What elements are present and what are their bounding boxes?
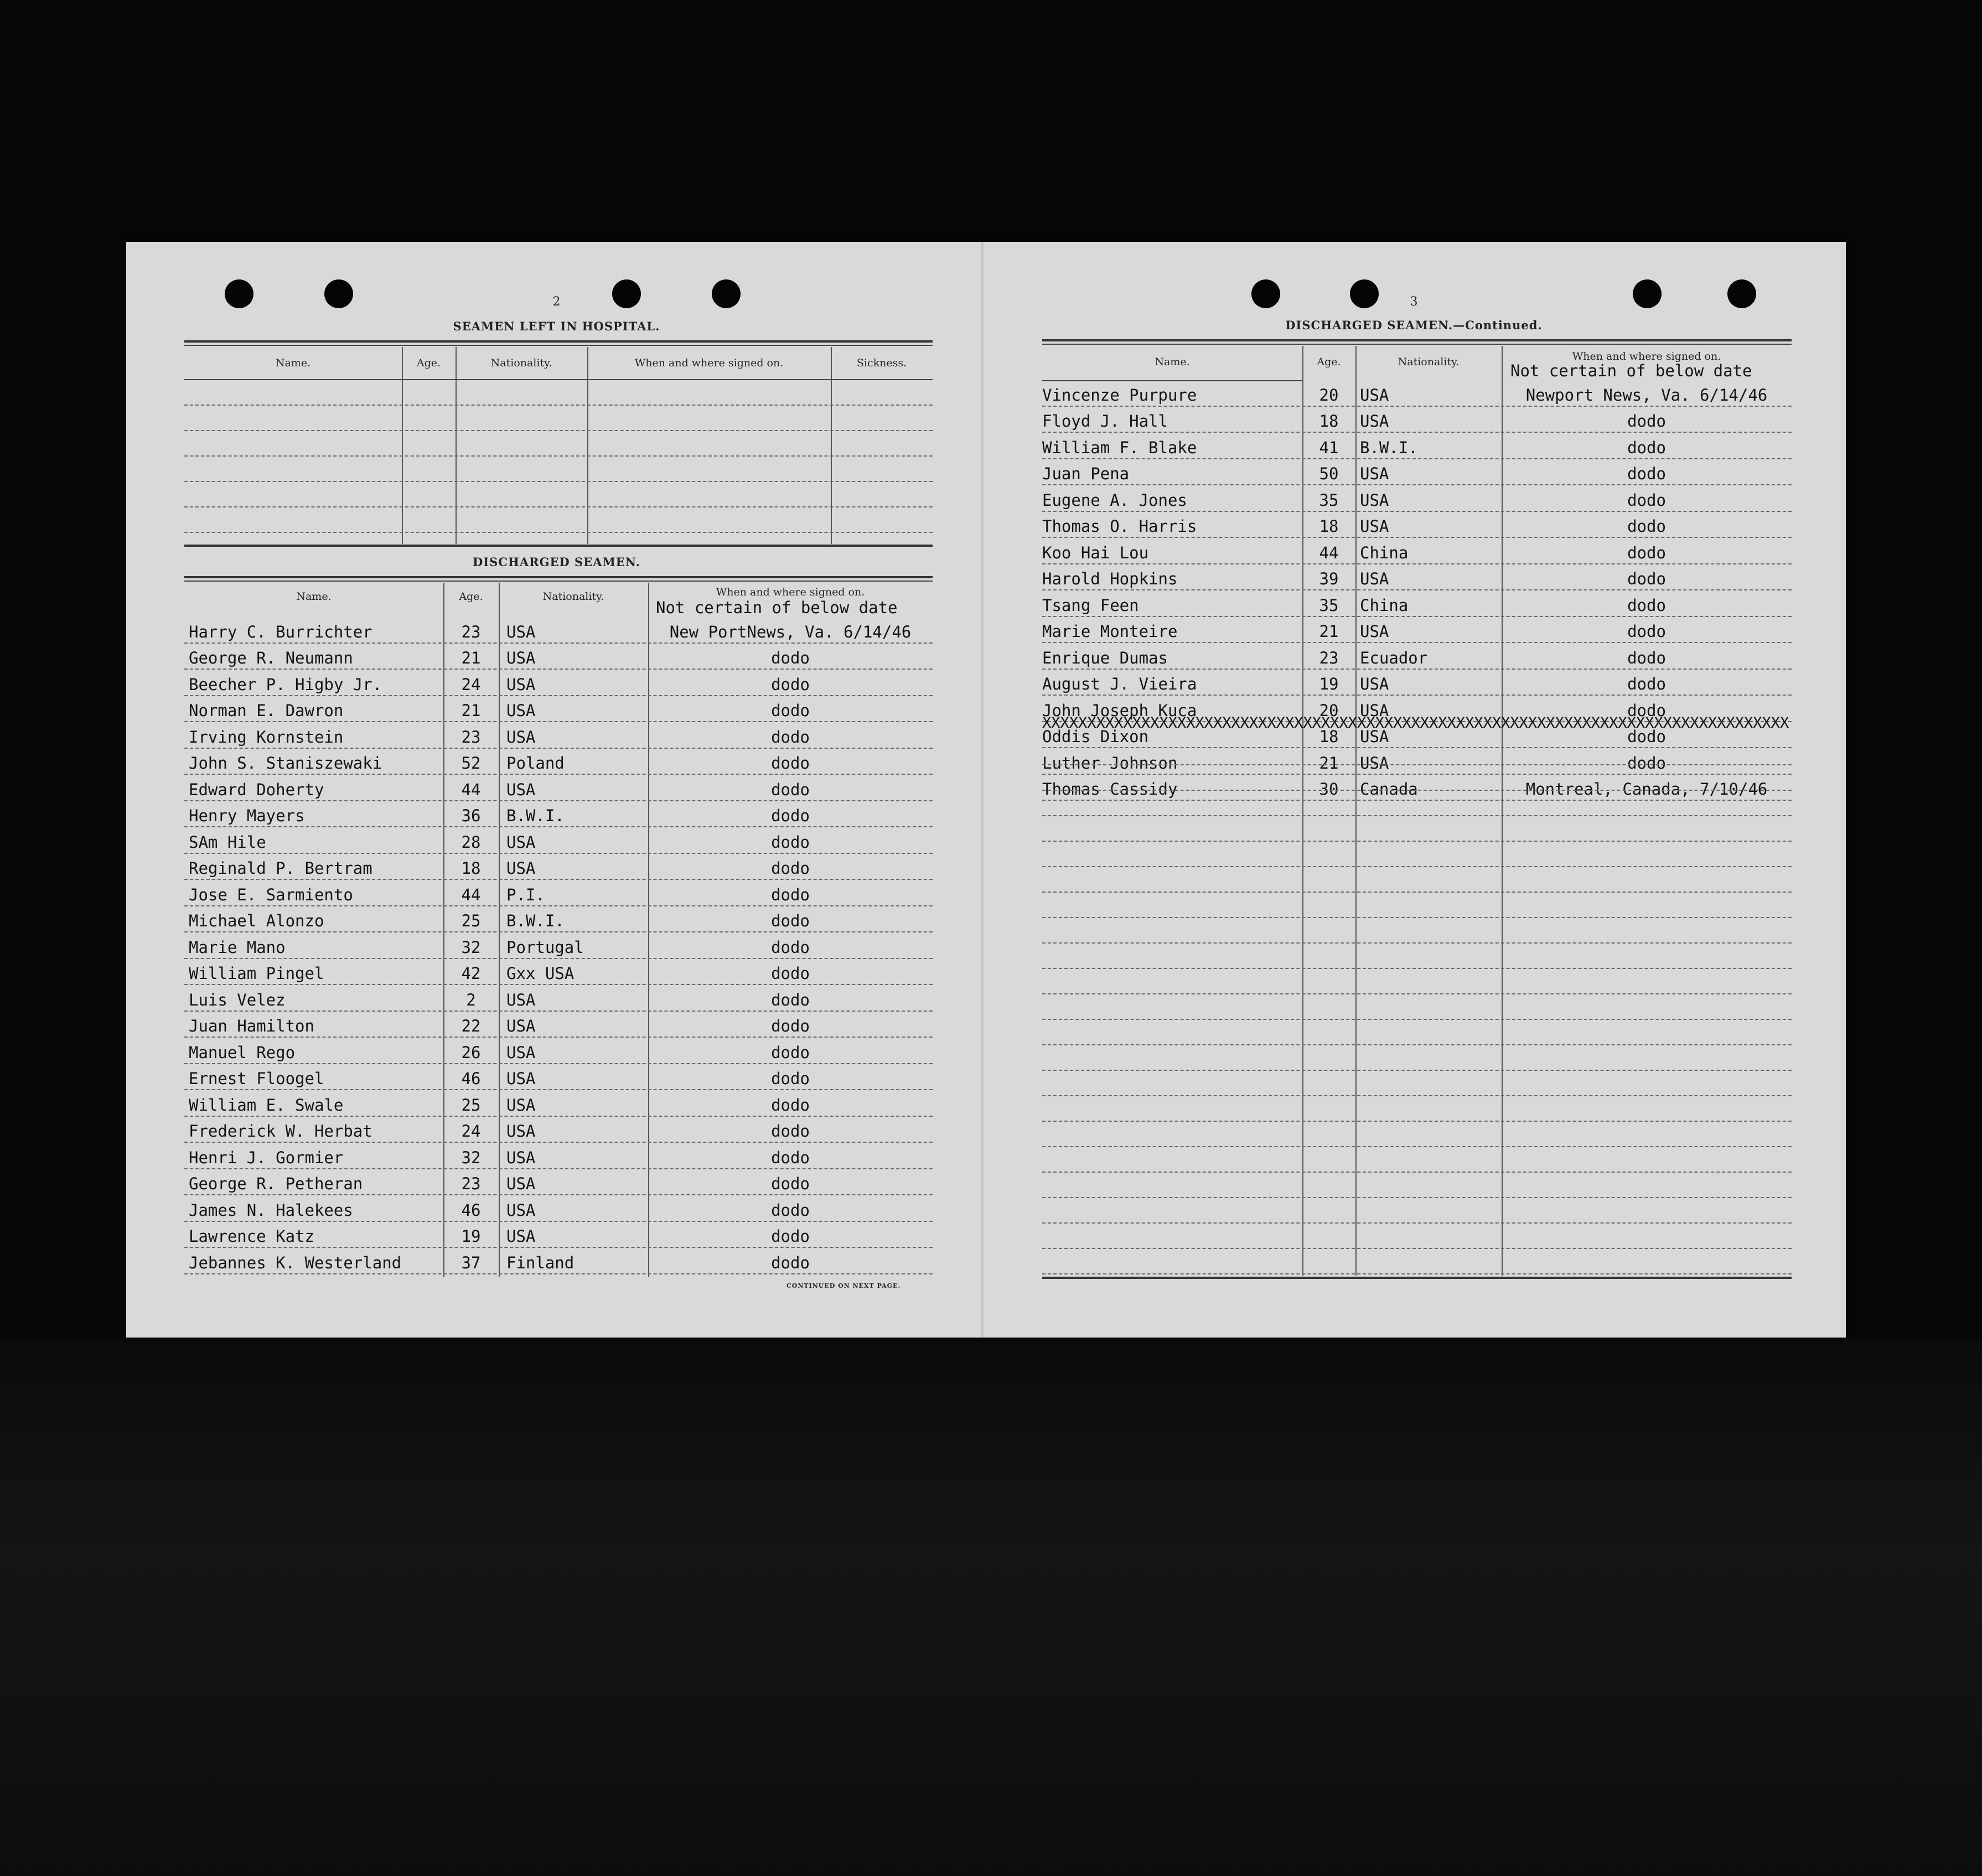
right-page [984,242,1846,1338]
table-row [184,1222,933,1248]
header-age: Age. [416,357,441,369]
table-row [1042,512,1792,538]
table-row [184,1143,933,1169]
cell-nationality: USA [506,990,536,1009]
cell-signed: New PortNews, Va. 6/14/46 [669,622,912,641]
empty-row [1042,1045,1792,1071]
cell-nationality: USA [506,701,536,720]
cell-signed: dodo [771,754,810,773]
cell-nationality: USA [1360,753,1389,773]
cell-age: 30 [1319,780,1339,799]
table-row [184,775,933,801]
table-row [1042,564,1792,591]
cell-name: Jose E. Sarmiento [189,885,353,904]
table-row [1042,538,1792,564]
cell-nationality: B.W.I. [1360,438,1418,457]
cell-signed: dodo [771,1227,810,1246]
cell-name: William E. Swale [189,1095,344,1115]
cell-nationality: USA [1360,385,1389,405]
table-row [184,1117,933,1143]
table-row [184,722,933,749]
header-name: Name. [1155,356,1190,368]
empty-row [1042,994,1792,1020]
header-nationality: Nationality. [542,590,604,603]
cell-name: Koo Hai Lou [1042,543,1149,562]
cell-age: 21 [461,649,481,667]
table-row [184,1195,933,1222]
cell-age: 23 [461,727,481,747]
cell-age: 37 [461,1253,481,1272]
cell-age: 23 [461,1174,481,1193]
cell-age: 39 [1319,569,1339,588]
cell-nationality: Portugal [506,937,584,957]
cell-signed: dodo [771,885,810,904]
cell-signed: dodo [1627,543,1666,562]
cell-name: William Pingel [189,964,324,983]
empty-row [184,482,933,507]
table-row [184,932,933,959]
empty-row [1042,867,1792,893]
document-spread [126,242,1846,1338]
cell-name: Henry Mayers [189,806,305,825]
cell-signed: dodo [771,937,810,957]
cell-age: 35 [1319,595,1339,615]
cell-name: George R. Petheran [189,1174,363,1193]
table-row [184,696,933,723]
rule [1042,339,1792,341]
cell-name: Beecher P. Higby Jr. [189,675,382,694]
rule [184,345,933,346]
cell-signed: dodo [1627,438,1666,457]
cell-name: Eugene A. Jones [1042,490,1187,510]
empty-row [1042,1020,1792,1045]
cell-signed: dodo [771,727,810,747]
empty-row [184,507,933,533]
discharged-continued-title: DISCHARGED SEAMEN.—Continued. [1285,318,1543,332]
hospital-section-title: SEAMEN LEFT IN HOSPITAL. [453,319,660,333]
cell-nationality: Poland [506,754,565,773]
table-row [184,854,933,880]
cell-signed: dodo [771,1017,810,1035]
table-row [184,1012,933,1038]
cell-name: Harold Hopkins [1042,569,1178,588]
empty-row [1042,1173,1792,1198]
rule [184,340,933,343]
cell-age: 23 [1319,648,1339,667]
cell-age: 20 [1319,385,1339,405]
continued-footnote: CONTINUED ON NEXT PAGE. [786,1282,901,1289]
table-row [184,749,933,775]
cell-nationality: USA [506,1017,536,1035]
cell-nationality: USA [1360,727,1389,746]
cell-age: 24 [461,1122,481,1141]
table-row [1042,643,1792,670]
table-row [184,801,933,828]
header-signed-on: When and where signed on. [634,357,784,369]
cell-nationality: USA [506,1174,536,1193]
cell-nationality: USA [1360,675,1389,693]
empty-row [1042,944,1792,969]
header-nationality: Nationality. [1398,356,1460,368]
rule [184,581,933,582]
header-signed-on: When and where signed on. [716,586,865,598]
cell-signed: dodo [771,1122,810,1141]
cell-signed: dodo [771,911,810,930]
cell-name: Thomas Cassidy [1042,780,1178,799]
empty-row [184,431,933,457]
left-page [126,242,981,1338]
cell-name: Tsang Feen [1042,595,1139,615]
cell-age: 25 [461,911,481,930]
cell-signed: Newport News, Va. 6/14/46 [1525,385,1768,405]
table-row [1042,670,1792,696]
signed-on-note: Not certain of below date [1510,361,1752,380]
cell-age: 52 [461,754,481,773]
cell-nationality: China [1360,543,1409,562]
cell-signed: dodo [771,701,810,720]
cell-signed: dodo [771,1148,810,1167]
cell-signed: Montreal, Canada, 7/10/46 [1525,780,1768,799]
cell-age: 44 [461,780,481,799]
cell-age: 18 [1319,412,1339,431]
cell-age: 24 [461,675,481,694]
cell-name: Luis Velez [189,990,286,1009]
cell-name: Edward Doherty [189,780,324,799]
empty-row [184,406,933,431]
cell-signed: dodo [1627,595,1666,615]
cell-name: John Joseph Kuca [1042,701,1197,720]
empty-row [1042,1249,1792,1274]
cell-signed: dodo [1627,464,1666,483]
empty-row [1042,893,1792,918]
table-row [184,1248,933,1274]
empty-row [1042,1122,1792,1147]
cell-age: 36 [461,806,481,825]
cell-age: 23 [461,622,481,641]
cell-name: Juan Hamilton [189,1017,314,1035]
scan-background [0,1339,1982,1876]
table-row [184,959,933,986]
cell-age: 42 [461,964,481,983]
cell-nationality: USA [506,1200,536,1220]
cell-signed: dodo [771,1174,810,1193]
cell-signed: dodo [1627,490,1666,510]
cell-age: 19 [1319,675,1339,693]
table-row [184,827,933,854]
cell-nationality: USA [1360,412,1389,431]
cell-name: Marie Mano [189,937,286,957]
cell-nationality: USA [506,1122,536,1141]
header-signed-on: When and where signed on. [1572,350,1721,362]
cell-nationality: USA [506,727,536,747]
cell-name: Frederick W. Herbat [189,1122,372,1141]
cell-signed: dodo [771,1069,810,1088]
empty-row [1042,740,1792,765]
cell-age: 28 [461,832,481,852]
header-name: Name. [296,590,332,603]
header-name: Name. [275,357,311,369]
cell-signed: dodo [771,1095,810,1115]
discharged-section-title: DISCHARGED SEAMEN. [473,555,640,569]
table-row [1042,485,1792,512]
table-row [184,1038,933,1064]
cell-age: 26 [461,1043,481,1062]
cell-age: 18 [461,859,481,878]
cell-nationality: P.I. [506,885,545,904]
cell-age: 41 [1319,438,1339,457]
cell-nationality: USA [506,675,536,694]
table-row [184,617,933,644]
cell-name: Enrique Dumas [1042,648,1168,667]
hospital-table [184,347,933,544]
empty-row [1042,918,1792,944]
cell-nationality: USA [506,859,536,878]
cell-signed: dodo [771,675,810,694]
cell-age: 44 [461,885,481,904]
cell-name: Jebannes K. Westerland [189,1253,402,1272]
cell-nationality: B.W.I. [506,806,565,825]
cell-name: Harry C. Burrichter [189,622,372,641]
cell-name: Norman E. Dawron [189,701,344,720]
cell-name: August J. Vieira [1042,675,1197,693]
cell-signed: dodo [1627,412,1666,431]
discharged-table [184,583,933,1277]
cell-age: 46 [461,1200,481,1220]
table-row [184,906,933,933]
cell-signed: dodo [1627,753,1666,773]
cell-nationality: USA [506,1043,536,1062]
cell-age: 19 [461,1227,481,1246]
rule [184,576,933,578]
cell-age: 18 [1319,727,1339,746]
table-row [184,985,933,1012]
cell-age: 25 [461,1095,481,1115]
cell-signed: dodo [771,1043,810,1062]
cell-signed: dodo [771,990,810,1009]
empty-row [1042,1147,1792,1173]
header-nationality: Nationality. [490,357,552,369]
cell-nationality: USA [506,1227,536,1246]
discharged-table-continued [1042,346,1792,1276]
header-age: Age. [1317,356,1341,368]
table-row [1042,380,1792,407]
cell-signed: dodo [771,780,810,799]
table-row [184,1064,933,1091]
cell-age: 21 [1319,622,1339,641]
cell-name: Luther Johnson [1042,753,1178,773]
cell-name: Juan Pena [1042,464,1130,483]
cell-nationality: USA [506,1069,536,1088]
page-number: 2 [552,295,561,309]
cell-name: William F. Blake [1042,438,1197,457]
cell-age: 50 [1319,464,1339,483]
cell-signed: dodo [771,806,810,825]
page-number: 3 [1410,295,1418,309]
struck-out-line: XXXXXXXXXXXXXXXXXXXXXXXXXXXXXXXXXXXXXXXXXXXXXXXXXXXXXXXXXXXXXXXXXXXXXXXXXXXXXXXXXXX [1042,714,1789,732]
cell-nationality: USA [506,1148,536,1167]
cell-nationality: China [1360,595,1409,615]
cell-signed: dodo [771,1253,810,1272]
cell-age: 18 [1319,517,1339,536]
cell-name: Vincenze Purpure [1042,385,1197,405]
cell-age: 32 [461,1148,481,1167]
cell-signed: dodo [1627,675,1666,693]
cell-name: Irving Kornstein [189,727,344,747]
cell-name: John S. Staniszewaki [189,754,382,773]
empty-row [1042,765,1792,791]
cell-age: 21 [461,701,481,720]
cell-name: Henri J. Gormier [189,1148,344,1167]
cell-signed: dodo [1627,517,1666,536]
rule [1042,1277,1792,1279]
cell-nationality: USA [1360,569,1389,588]
empty-row [184,457,933,482]
cell-signed: dodo [1627,648,1666,667]
cell-name: Manuel Rego [189,1043,296,1062]
cell-name: Floyd J. Hall [1042,412,1168,431]
cell-age: 22 [461,1017,481,1035]
cell-signed: dodo [771,832,810,852]
cell-nationality: USA [1360,517,1389,536]
empty-row [1042,791,1792,816]
cell-signed: dodo [771,964,810,983]
cell-age: 35 [1319,490,1339,510]
cell-name: James N. Halekees [189,1200,353,1220]
cell-nationality: USA [1360,701,1389,720]
cell-name: Marie Monteire [1042,622,1178,641]
cell-age: 32 [461,937,481,957]
cell-signed: dodo [1627,727,1666,746]
cell-nationality: Finland [506,1253,575,1272]
cell-signed: dodo [1627,701,1666,720]
empty-row [1042,969,1792,994]
header-age: Age. [459,590,483,603]
table-row [184,670,933,696]
cell-age: 46 [461,1069,481,1088]
cell-name: Thomas O. Harris [1042,517,1197,536]
empty-row [1042,816,1792,842]
table-row [184,644,933,670]
cell-age: 44 [1319,543,1339,562]
table-row [184,1169,933,1196]
cell-name: Ernest Floogel [189,1069,324,1088]
empty-row [1042,842,1792,867]
table-row [1042,433,1792,459]
cell-name: George R. Neumann [189,649,353,667]
cell-nationality: USA [1360,622,1389,641]
cell-name: SAm Hile [189,832,266,852]
table-row [184,880,933,906]
cell-nationality: USA [506,1095,536,1115]
header-sickness: Sickness. [856,357,907,369]
cell-name: Oddis Dixon [1042,727,1149,746]
cell-age: 20 [1319,701,1339,720]
rule [184,545,933,547]
cell-nationality: USA [1360,464,1389,483]
signed-on-note: Not certain of below date [656,598,898,617]
empty-row [1042,1071,1792,1096]
cell-signed: dodo [771,859,810,878]
cell-name: Reginald P. Bertram [189,859,372,878]
cell-name: Lawrence Katz [189,1227,314,1246]
table-row [1042,617,1792,644]
cell-nationality: USA [506,649,536,667]
cell-signed: dodo [1627,569,1666,588]
empty-row [184,380,933,406]
cell-age: 21 [1319,753,1339,773]
cell-nationality: B.W.I. [506,911,565,930]
table-row [1042,407,1792,433]
cell-signed: dodo [771,649,810,667]
cell-signed: dodo [771,1200,810,1220]
table-row [184,1090,933,1117]
table-row [1042,590,1792,617]
cell-nationality: Ecuador [1360,648,1428,667]
cell-nationality: USA [506,780,536,799]
cell-nationality: Canada [1360,780,1418,799]
cell-nationality: USA [506,832,536,852]
cell-signed: dodo [1627,622,1666,641]
cell-nationality: Gxx USA [506,964,575,983]
cell-nationality: USA [1360,490,1389,510]
empty-row [1042,1096,1792,1122]
empty-row [1042,1198,1792,1224]
cell-name: Michael Alonzo [189,911,324,930]
table-row [1042,459,1792,486]
cell-nationality: USA [506,622,536,641]
cell-age: 2 [466,990,476,1009]
empty-row [1042,1224,1792,1249]
rule [1042,344,1792,345]
